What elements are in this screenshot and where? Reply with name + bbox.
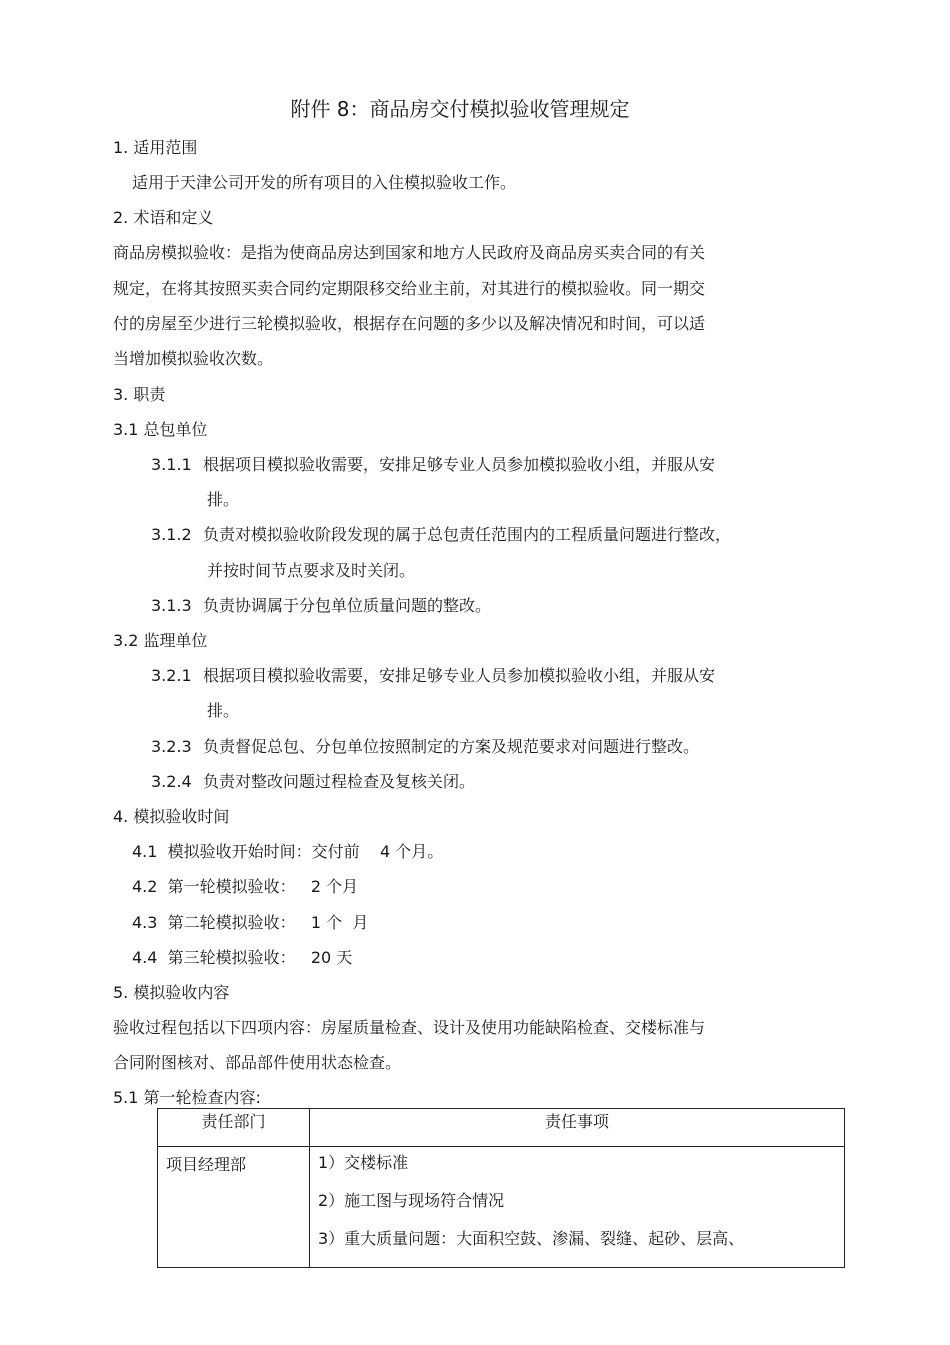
section-2-line: 付的房屋至少进行三轮模拟验收，根据存在问题的多少以及解决情况和时间，可以适 [113, 314, 706, 333]
clause-text: 根据项目模拟验收需要，安排足够专业人员参加模拟验收小组，并服从安 [203, 455, 716, 474]
section-4-heading: 4. 模拟验收时间 [113, 807, 230, 826]
document-title: 附件 8：商品房交付模拟验收管理规定 [290, 97, 630, 121]
timeline-item: 4.1 模拟验收开始时间：交付前 4 个月。 [132, 842, 444, 861]
clause-number: 3.2.3 [151, 737, 192, 756]
item-entry: 3）重大质量问题：大面积空鼓、渗漏、裂缝、起砂、层高、 [318, 1229, 745, 1248]
clause-number: 3.2.1 [151, 666, 192, 685]
item-entry: 2）施工图与现场符合情况 [318, 1191, 505, 1210]
timeline-item: 4.3 第二轮模拟验收： 1 个 月 [132, 913, 369, 932]
dept-cell: 项目经理部 [158, 1147, 310, 1268]
section-2-line: 规定，在将其按照买卖合同约定期限移交给业主前，对其进行的模拟验收。同一期交 [113, 279, 706, 298]
section-5-line: 合同附图核对、部品部件使用状态检查。 [113, 1053, 402, 1072]
clause-text: 负责督促总包、分包单位按照制定的方案及规范要求对问题进行整改。 [203, 737, 700, 756]
section-5-line: 验收过程包括以下四项内容：房屋质量检查、设计及使用功能缺陷检查、交楼标准与 [113, 1018, 706, 1037]
clause-number: 3.2.4 [151, 772, 192, 791]
clause-number: 3.1.2 [151, 525, 192, 544]
clause-number: 3.1.3 [151, 596, 192, 615]
section-2-heading: 2. 术语和定义 [113, 208, 214, 227]
clause-text: 负责协调属于分包单位质量问题的整改。 [203, 596, 492, 615]
section-3-heading: 3. 职责 [113, 385, 166, 404]
section-1-heading: 1. 适用范围 [113, 138, 198, 157]
section-5-1-heading: 5.1 第一轮检查内容: [113, 1088, 261, 1107]
section-5-heading: 5. 模拟验收内容 [113, 983, 230, 1002]
section-3-2-heading: 3.2 监理单位 [113, 631, 208, 650]
section-2-line: 商品房模拟验收：是指为使商品房达到国家和地方人民政府及商品房买卖合同的有关 [113, 243, 706, 262]
header-dept: 责任部门 [158, 1109, 310, 1147]
clause-number: 3.1.1 [151, 455, 192, 474]
clause-text: 负责对整改问题过程检查及复核关闭。 [203, 772, 476, 791]
timeline-item: 4.4 第三轮模拟验收： 20 天 [132, 948, 353, 967]
clause-text: 排。 [207, 701, 240, 720]
timeline-item: 4.2 第一轮模拟验收： 2 个月 [132, 877, 359, 896]
table-row [158, 1147, 845, 1268]
clause-text: 根据项目模拟验收需要，安排足够专业人员参加模拟验收小组，并服从安 [203, 666, 716, 685]
item-entry: 1）交楼标准 [318, 1153, 409, 1172]
clause-text: 负责对模拟验收阶段发现的属于总包责任范围内的工程质量问题进行整改， [203, 525, 732, 544]
items-cell [310, 1147, 845, 1268]
clause-text: 并按时间节点要求及时关闭。 [207, 561, 416, 580]
clause-text: 排。 [207, 490, 240, 509]
section-3-1-heading: 3.1 总包单位 [113, 420, 208, 439]
header-items: 责任事项 [310, 1109, 845, 1147]
section-1-text: 适用于天津公司开发的所有项目的入住模拟验收工作。 [132, 173, 517, 192]
section-2-line: 当增加模拟验收次数。 [113, 349, 274, 368]
table-header-row [158, 1109, 845, 1147]
responsibility-table [157, 1108, 845, 1268]
